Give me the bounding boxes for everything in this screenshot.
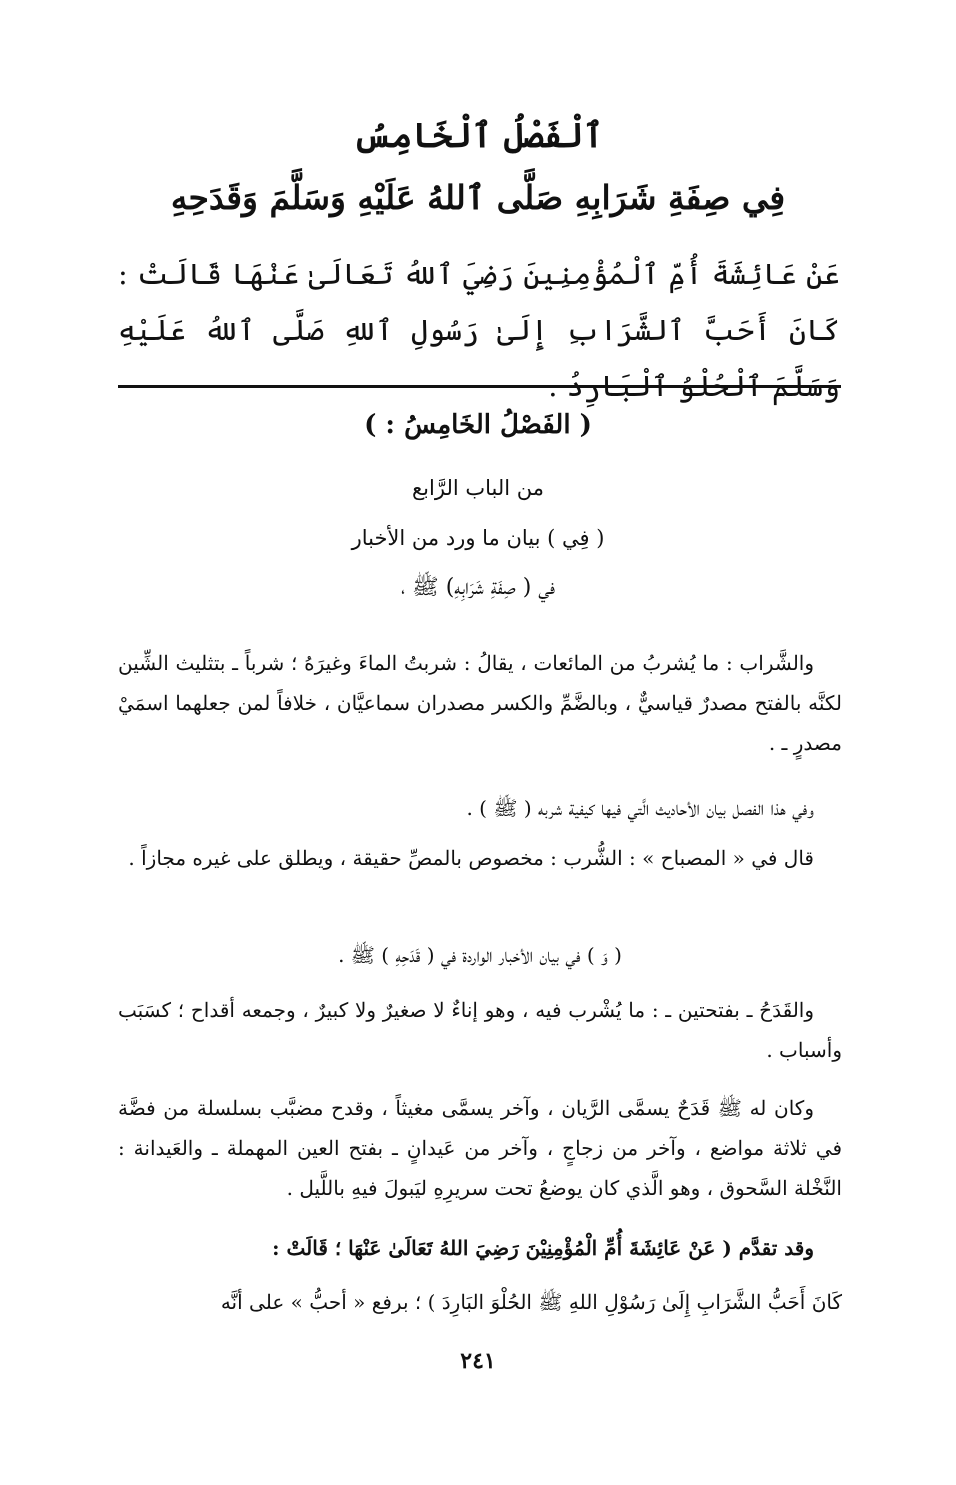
paragraph-text: قال في « المصباح » : الشُّرب : مخصوص بالمصِّ حقيقة ، ويطلق على غيره مجازاً . — [128, 846, 814, 870]
commentary-chapter-line: من الباب الرَّابع — [412, 476, 544, 500]
paragraph-text: والقَدَحُ ـ بفتحتين ـ : ما يُشْرب فيه ، وهو إناءٌ لا صغيرٌ ولا كبيرٌ ، وجمعه أقداح ؛ كسَبَب وأسباب . — [118, 998, 842, 1062]
paragraph-sharab — [118, 643, 842, 763]
paragraph-qadah-heading: ( وَ ) في بيان الأخبار الواردة في ( قَدَحِهِ ) ﷺ . — [338, 943, 622, 967]
commentary-topic-line: في ( صِفَةِ شَرَابِهِ) ﷺ ، — [400, 575, 556, 600]
paragraph-text: وكان له ﷺ قَدَحٌ يسمَّى الرَّيان ، وآخر يسمَّى مغيثاً ، وقدح مضبَّب بسلسلة من فضَّة في ثلاثة مواضع ، وآخر من زجاجٍ ، وآخر من عَيدانٍ ـ بفتح العين المهملة ـ والعَيدانة : النَّخْلة السَّحوق ، وهو الَّذي كان يوضعُ تحت سريرِهِ ليَبولَ فيهِ باللَّيل . — [118, 1096, 842, 1200]
page-number: ٢٤١ — [460, 1348, 496, 1374]
commentary-subject-line: ( فِي ) بيان ما ورد من الأخبار — [351, 526, 605, 550]
chapter-title: ٱلْفَصْلُ ٱلْخَامِسُ — [352, 116, 604, 156]
paragraph-text: وفي هذا الفصل بيان الأحاديث الَّتي فيها كيفية شربه ( ﷺ ) . — [466, 796, 814, 820]
paragraph-hadith-quote-intro — [118, 1228, 842, 1268]
paragraph-chapter-intro — [118, 788, 842, 828]
paragraph-text: وقد تقدَّم ( عَنْ عَائِشَةَ أُمِّ الْمُؤْمِنِيْنَ رَضِيَ اللهُ تَعَالَىٰ عَنْهَا ؛ قَالَتْ : — [272, 1236, 814, 1260]
paragraph-qadah-list — [118, 1088, 842, 1208]
paragraph-hadith-quote: كَانَ أَحَبُّ الشَّرَابِ إِلَىٰ رَسُوْلِ اللهِ ﷺ الحُلْوَ البَارِدَ ) ؛ برفع « أحبُّ » على أنَّه — [220, 1290, 842, 1314]
commentary-heading: ( الفَصْلُ الخَامِسُ : ) — [364, 410, 592, 440]
chapter-subtitle: فِي صِفَةِ شَرَابِهِ صَلَّى ٱللهُ عَلَيْهِ وَسَلَّمَ وَقَدَحِهِ — [170, 178, 786, 217]
paragraph-text: والشَّراب : ما يُشربُ من المائعات ، يقالُ : شربتُ الماءَ وغيرَهُ ؛ شرباً ـ بتثليث الشِّين لكنَّه بالفتح مصدرٌ قياسيٌّ ، وبالضَّمِّ والكسر مصدران سماعيَّان ، خلافاً لمن جعلهما اسمَيْ مصدرٍ ـ . — [118, 651, 842, 755]
paragraph-misbah — [118, 838, 842, 878]
paragraph-qadah-definition — [118, 990, 842, 1070]
hadith-text: عَنْ عَائِشَةَ أُمِّ ٱلْمُؤْمِنِينَ رَضِيَ ٱللهُ تَعَالَىٰ عَنْهَا قَالَتْ : كَانَ أَحَبَّ ٱلشَّرَابِ إِلَىٰ رَسُولِ ٱللهِ صَلَّى ٱللهُ عَلَيْهِ وَسَلَّمَ ٱلْحُلْوُ ٱلْبَارِدُ . — [118, 257, 840, 403]
section-divider — [118, 385, 841, 388]
